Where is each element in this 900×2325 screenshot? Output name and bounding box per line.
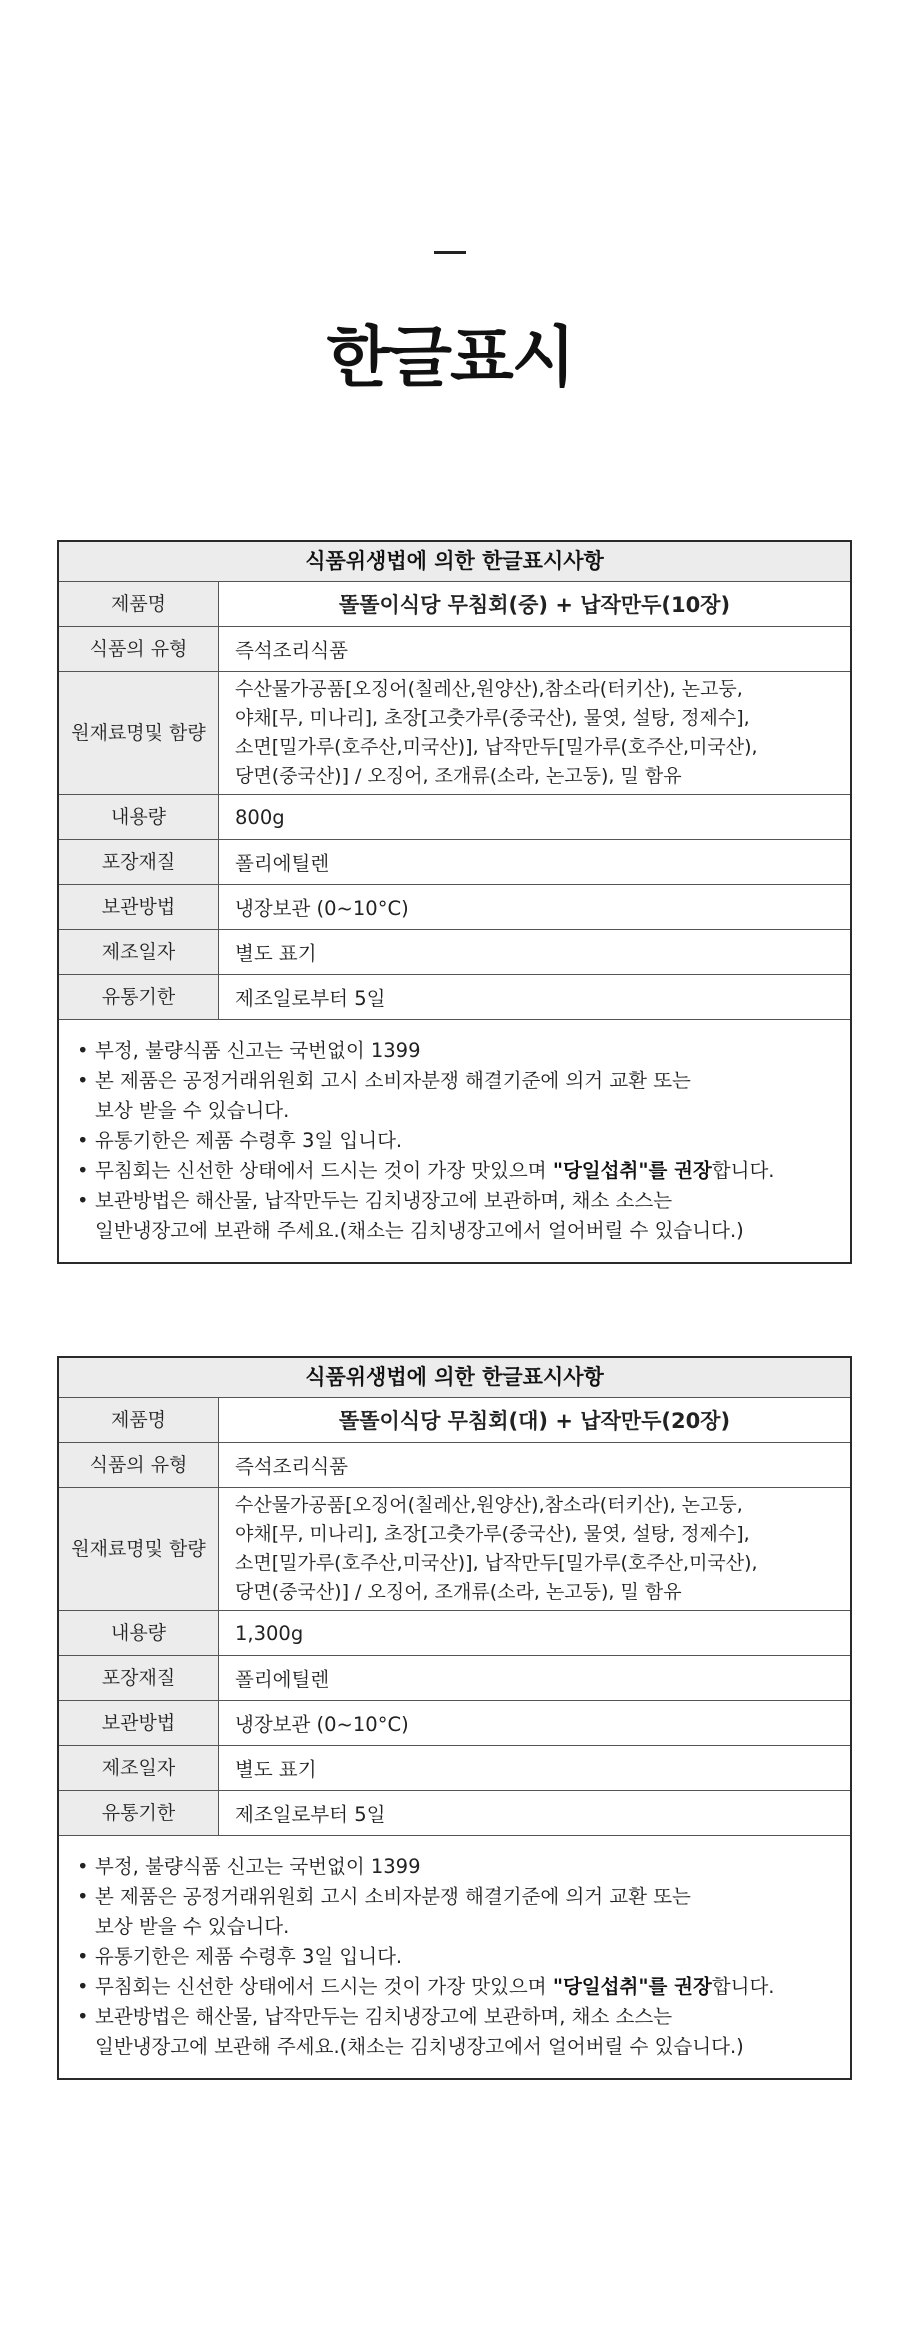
note-text: 무침회는 신선한 상태에서 드시는 것이 가장 맛있으며: [95, 1975, 553, 1998]
ingredients-line: 소면[밀가루(호주산,미국산)], 납작만두[밀가루(호주산,미국산),: [235, 1552, 758, 1574]
notes-list: [59, 1020, 850, 1262]
food-type-label: 식품의 유형: [59, 1443, 219, 1487]
row-manufacture-date: [59, 930, 850, 975]
note-line: 일반냉장고에 보관해 주세요.(채소는 김치냉장고에서 얼어버릴 수 있습니다.): [95, 1219, 744, 1242]
packaging-value: 폴리에틸렌: [235, 852, 330, 875]
row-expiry: [59, 1791, 850, 1836]
title-divider: [434, 251, 466, 254]
note-line: 보상 받을 수 있습니다.: [95, 1915, 290, 1938]
storage-value: 냉장보관 (0~10°C): [235, 1713, 409, 1736]
food-type-value: 즉석조리식품: [235, 639, 349, 662]
expiry-value: 제조일로부터 5일: [235, 987, 386, 1010]
note-line: 일반냉장고에 보관해 주세요.(채소는 김치냉장고에서 얼어버릴 수 있습니다.): [95, 2035, 744, 2058]
ingredients-line: 야채[무, 미나리], 초장[고춧가루(중국산), 물엿, 설탕, 정제수],: [235, 707, 750, 729]
note-item: [77, 1066, 850, 1126]
product-name-label: 제품명: [59, 1398, 219, 1442]
note-item: [77, 1186, 850, 1246]
note-item: • 부정, 불량식품 신고는 국번없이 1399: [77, 1852, 850, 1882]
row-expiry: [59, 975, 850, 1020]
expiry-label: 유통기한: [59, 1791, 219, 1835]
row-manufacture-date: [59, 1746, 850, 1791]
manufacture-date-label: 제조일자: [59, 1746, 219, 1790]
storage-label: 보관방법: [59, 885, 219, 929]
ingredients-label-line1: 원재료명: [71, 721, 145, 744]
table-header: 식품위생법에 의한 한글표시사항: [59, 542, 850, 582]
ingredients-label-line1: 원재료명: [71, 1537, 145, 1560]
expiry-label: 유통기한: [59, 975, 219, 1019]
ingredients-value: [219, 1488, 850, 1610]
row-packaging: [59, 840, 850, 885]
expiry-value: 제조일로부터 5일: [235, 1803, 386, 1826]
note-emphasis: "당일섭취"를 권장: [552, 1159, 712, 1182]
row-packaging: [59, 1656, 850, 1701]
ingredients-label-line2: 및 함량: [144, 721, 206, 744]
storage-value: 냉장보관 (0~10°C): [235, 897, 409, 920]
ingredients-line: 야채[무, 미나리], 초장[고춧가루(중국산), 물엿, 설탕, 정제수],: [235, 1523, 750, 1545]
packaging-label: 포장재질: [59, 1656, 219, 1700]
storage-label: 보관방법: [59, 1701, 219, 1745]
row-volume: [59, 795, 850, 840]
note-item: [77, 1972, 850, 2002]
row-volume: [59, 1611, 850, 1656]
row-storage: [59, 885, 850, 930]
product-name-value: 똘똘이식당 무침회(대) + 납작만두(20장): [338, 1409, 731, 1433]
note-emphasis: "당일섭취"를 권장: [552, 1975, 712, 1998]
ingredients-label-line2: 및 함량: [144, 1537, 206, 1560]
ingredients-line: 당면(중국산)] / 오징어, 조개류(소라, 논고둥), 밀 함유: [235, 1581, 682, 1603]
row-ingredients: [59, 672, 850, 795]
row-product-name: [59, 1398, 850, 1443]
volume-label: 내용량: [59, 1611, 219, 1655]
row-storage: [59, 1701, 850, 1746]
ingredients-line: 당면(중국산)] / 오징어, 조개류(소라, 논고둥), 밀 함유: [235, 765, 682, 787]
row-food-type: [59, 627, 850, 672]
note-line: • 보관방법은 해산물, 납작만두는 김치냉장고에 보관하며, 채소 소스는: [95, 1189, 673, 1212]
note-line: • 본 제품은 공정거래위원회 고시 소비자분쟁 해결기준에 의거 교환 또는: [95, 1069, 691, 1092]
packaging-value: 폴리에틸렌: [235, 1668, 330, 1691]
note-text: 무침회는 신선한 상태에서 드시는 것이 가장 맛있으며: [95, 1159, 553, 1182]
manufacture-date-value: 별도 표기: [235, 1758, 317, 1781]
note-text: 합니다.: [711, 1975, 775, 1998]
label-table-large: [57, 1356, 852, 2080]
note-line: • 본 제품은 공정거래위원회 고시 소비자분쟁 해결기준에 의거 교환 또는: [95, 1885, 691, 1908]
note-item: [77, 2002, 850, 2062]
ingredients-value: [219, 672, 850, 794]
food-type-value: 즉석조리식품: [235, 1455, 349, 1478]
ingredients-label: [59, 672, 219, 794]
volume-label: 내용량: [59, 795, 219, 839]
food-type-label: 식품의 유형: [59, 627, 219, 671]
row-ingredients: [59, 1488, 850, 1611]
packaging-label: 포장재질: [59, 840, 219, 884]
row-product-name: [59, 582, 850, 627]
manufacture-date-label: 제조일자: [59, 930, 219, 974]
note-item: [77, 1882, 850, 1942]
ingredients-line: 수산물가공품[오징어(칠레산,원양산),참소라(터키산), 논고둥,: [235, 678, 743, 700]
volume-value: 1,300g: [235, 1621, 304, 1645]
note-item: • 유통기한은 제품 수령후 3일 입니다.: [77, 1942, 850, 1972]
product-name-label: 제품명: [59, 582, 219, 626]
row-food-type: [59, 1443, 850, 1488]
ingredients-label: [59, 1488, 219, 1610]
note-line: 보상 받을 수 있습니다.: [95, 1099, 290, 1122]
manufacture-date-value: 별도 표기: [235, 942, 317, 965]
page-title: 한글표시: [326, 319, 574, 396]
ingredients-line: 소면[밀가루(호주산,미국산)], 납작만두[밀가루(호주산,미국산),: [235, 736, 758, 758]
product-name-value: 똘똘이식당 무침회(중) + 납작만두(10장): [338, 593, 731, 617]
table-header: 식품위생법에 의한 한글표시사항: [59, 1358, 850, 1398]
note-line: • 보관방법은 해산물, 납작만두는 김치냉장고에 보관하며, 채소 소스는: [95, 2005, 673, 2028]
ingredients-line: 수산물가공품[오징어(칠레산,원양산),참소라(터키산), 논고둥,: [235, 1494, 743, 1516]
note-item: • 부정, 불량식품 신고는 국번없이 1399: [77, 1036, 850, 1066]
volume-value: 800g: [235, 805, 285, 829]
note-item: [77, 1156, 850, 1186]
label-table-medium: [57, 540, 852, 1264]
notes-list: [59, 1836, 850, 2078]
note-item: • 유통기한은 제품 수령후 3일 입니다.: [77, 1126, 850, 1156]
note-text: 합니다.: [711, 1159, 775, 1182]
